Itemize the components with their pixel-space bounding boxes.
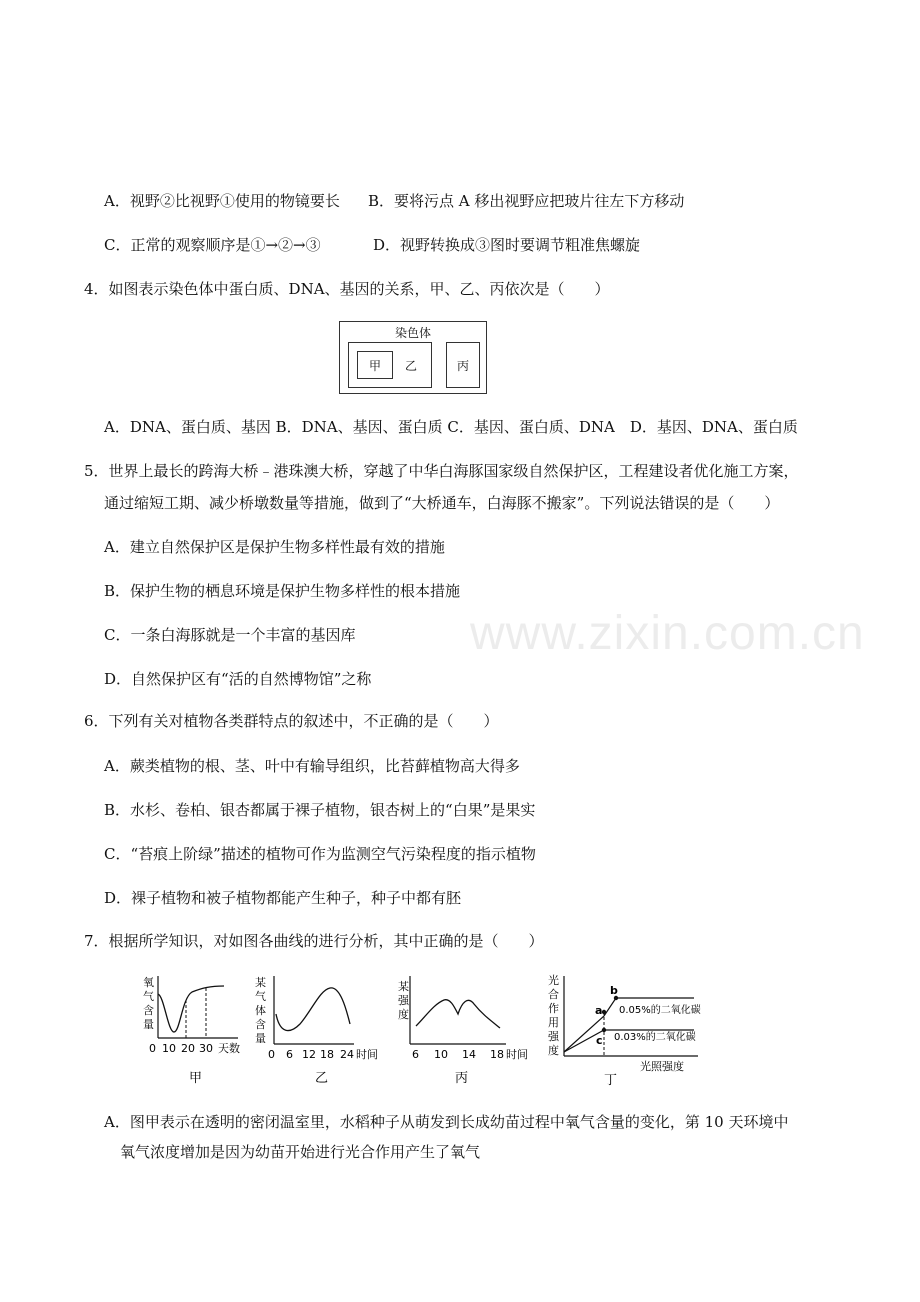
- jia-ylabel-0: 氧: [143, 976, 154, 989]
- ding-ylabel-4: 强: [548, 1030, 559, 1043]
- chromosome-diagram: [339, 321, 487, 394]
- bing-xlabel: 时间: [506, 1048, 528, 1061]
- ding-point-a: [602, 1010, 606, 1014]
- ding-label-c: c: [596, 1034, 603, 1047]
- q4-stem: 4．如图表示染色体中蛋白质、DNA、基因的关系，甲、乙、丙依次是（ ）: [84, 280, 610, 298]
- yi-xtick-6: 6: [286, 1048, 293, 1061]
- bing-curve: [416, 1000, 500, 1028]
- bing-xtick-18: 18: [490, 1048, 504, 1061]
- jia-ylabel-1: 气: [143, 990, 154, 1003]
- ding-line2-label: 0.03%的二氧化碳: [614, 1032, 696, 1043]
- bing-xtick-6: 6: [412, 1048, 419, 1061]
- ding-caption: 丁: [604, 1073, 618, 1088]
- bing-ylabel-1: 强: [398, 994, 409, 1007]
- jia-xtick-30: 30: [199, 1042, 213, 1055]
- graph-ding: [544, 972, 720, 1090]
- q5-option-c: C．一条白海豚就是一个丰富的基因库: [104, 626, 356, 644]
- bing-ylabel-0: 某: [398, 980, 409, 993]
- watermark: www.zixin.com.cn: [470, 607, 865, 660]
- bing-ylabel-2: 度: [398, 1008, 409, 1021]
- q5-stem-line2: 通过缩短工期、减少桥墩数量等措施，做到了“大桥通车，白海豚不搬家”。下列说法错误的是（ ）: [104, 494, 780, 512]
- box-jia: [357, 351, 393, 379]
- yi-ylabel-0: 某: [255, 976, 266, 989]
- jia-ylabel-2: 含: [143, 1004, 154, 1017]
- q7-option-a-line2: 氧气浓度增加是因为幼苗开始进行光合作用产生了氧气: [120, 1143, 481, 1161]
- ding-line1-label: 0.05%的二氧化碳: [619, 1005, 701, 1016]
- graph-bing: [394, 972, 534, 1090]
- q5-stem-line1: 5．世界上最长的跨海大桥﹣港珠澳大桥，穿越了中华白海豚国家级自然保护区，工程建设者优化施工方案，: [84, 462, 799, 480]
- bing-caption: 丙: [455, 1071, 469, 1086]
- q5-option-b: B．保护生物的栖息环境是保护生物多样性的根本措施: [104, 582, 461, 600]
- ding-xlabel: 光照强度: [640, 1060, 684, 1073]
- yi-ylabel-4: 量: [255, 1032, 266, 1045]
- q6-option-a: A．蕨类植物的根、茎、叶中有输导组织，比苔藓植物高大得多: [104, 757, 520, 775]
- q6-option-c: C．“苔痕上阶绿”描述的植物可作为监测空气污染程度的指示植物: [104, 845, 536, 863]
- box-bing: [446, 342, 480, 388]
- jia-xtick-0: 0: [149, 1042, 156, 1055]
- label-yi: 乙: [405, 359, 418, 373]
- yi-xtick-24: 24: [340, 1048, 354, 1061]
- ding-ylabel-2: 作: [548, 1002, 559, 1015]
- ding-ylabel-1: 合: [548, 988, 559, 1001]
- yi-ylabel-1: 气: [255, 990, 266, 1003]
- yi-ylabel-2: 体: [255, 1004, 266, 1017]
- yi-xtick-18: 18: [320, 1048, 334, 1061]
- q3-option-b: B．要将污点 A 移出视野应把玻片往左下方移动: [368, 192, 685, 210]
- box-outer-left: [348, 342, 432, 388]
- diagram-title: 染色体: [394, 326, 431, 340]
- ding-ylabel-5: 度: [548, 1044, 559, 1057]
- jia-ylabel-3: 量: [143, 1018, 154, 1031]
- q3-option-a: A．视野②比视野①使用的物镜要长: [104, 192, 340, 210]
- q6-stem: 6．下列有关对植物各类群特点的叙述中，不正确的是（ ）: [84, 712, 499, 730]
- jia-xlabel: 天数: [218, 1042, 240, 1055]
- q5-option-a: A．建立自然保护区是保护生物多样性最有效的措施: [104, 538, 445, 556]
- q6-option-d: D．裸子植物和被子植物都能产生种子，种子中都有胚: [104, 889, 462, 907]
- yi-ylabel-3: 含: [255, 1018, 266, 1031]
- ding-label-a: a: [595, 1004, 603, 1017]
- q7-stem: 7．根据所学知识，对如图各曲线的进行分析，其中正确的是（ ）: [84, 932, 544, 950]
- graph-jia: [140, 972, 250, 1090]
- yi-xtick-0: 0: [268, 1048, 275, 1061]
- ding-ylabel-3: 用: [548, 1016, 559, 1029]
- q3-option-d: D．视野转换成③图时要调节粗准焦螺旋: [373, 236, 641, 254]
- q4-options: A．DNA、蛋白质、基因 B．DNA、基因、蛋白质 C．基因、蛋白质、DNA D．基因、DNA、蛋白质: [104, 418, 798, 436]
- label-bing: 丙: [456, 359, 469, 373]
- ding-ylabel-0: 光: [548, 974, 559, 987]
- yi-xlabel: 时间: [356, 1048, 378, 1061]
- jia-xtick-10: 10: [162, 1042, 176, 1055]
- bing-xtick-14: 14: [462, 1048, 476, 1061]
- jia-curve: [158, 986, 224, 1032]
- q7-option-a-line1: A．图甲表示在透明的密闭温室里，水稻种子从萌发到长成幼苗过程中氧气含量的变化，第 10 天环境中: [104, 1113, 789, 1131]
- q5-option-d: D．自然保护区有“活的自然博物馆”之称: [104, 670, 372, 688]
- jia-caption: 甲: [189, 1071, 203, 1086]
- q3-option-c: C．正常的观察顺序是①→②→③: [104, 236, 321, 254]
- q6-option-b: B．水杉、卷柏、银杏都属于裸子植物，银杏树上的“白果”是果实: [104, 801, 536, 819]
- ding-label-b: b: [610, 984, 618, 997]
- jia-xtick-20: 20: [181, 1042, 195, 1055]
- yi-xtick-12: 12: [302, 1048, 316, 1061]
- yi-curve: [276, 988, 350, 1031]
- label-jia: 甲: [368, 359, 381, 373]
- graph-yi: [252, 972, 384, 1090]
- ding-point-c: [602, 1028, 606, 1032]
- bing-xtick-10: 10: [434, 1048, 448, 1061]
- yi-caption: 乙: [315, 1071, 329, 1086]
